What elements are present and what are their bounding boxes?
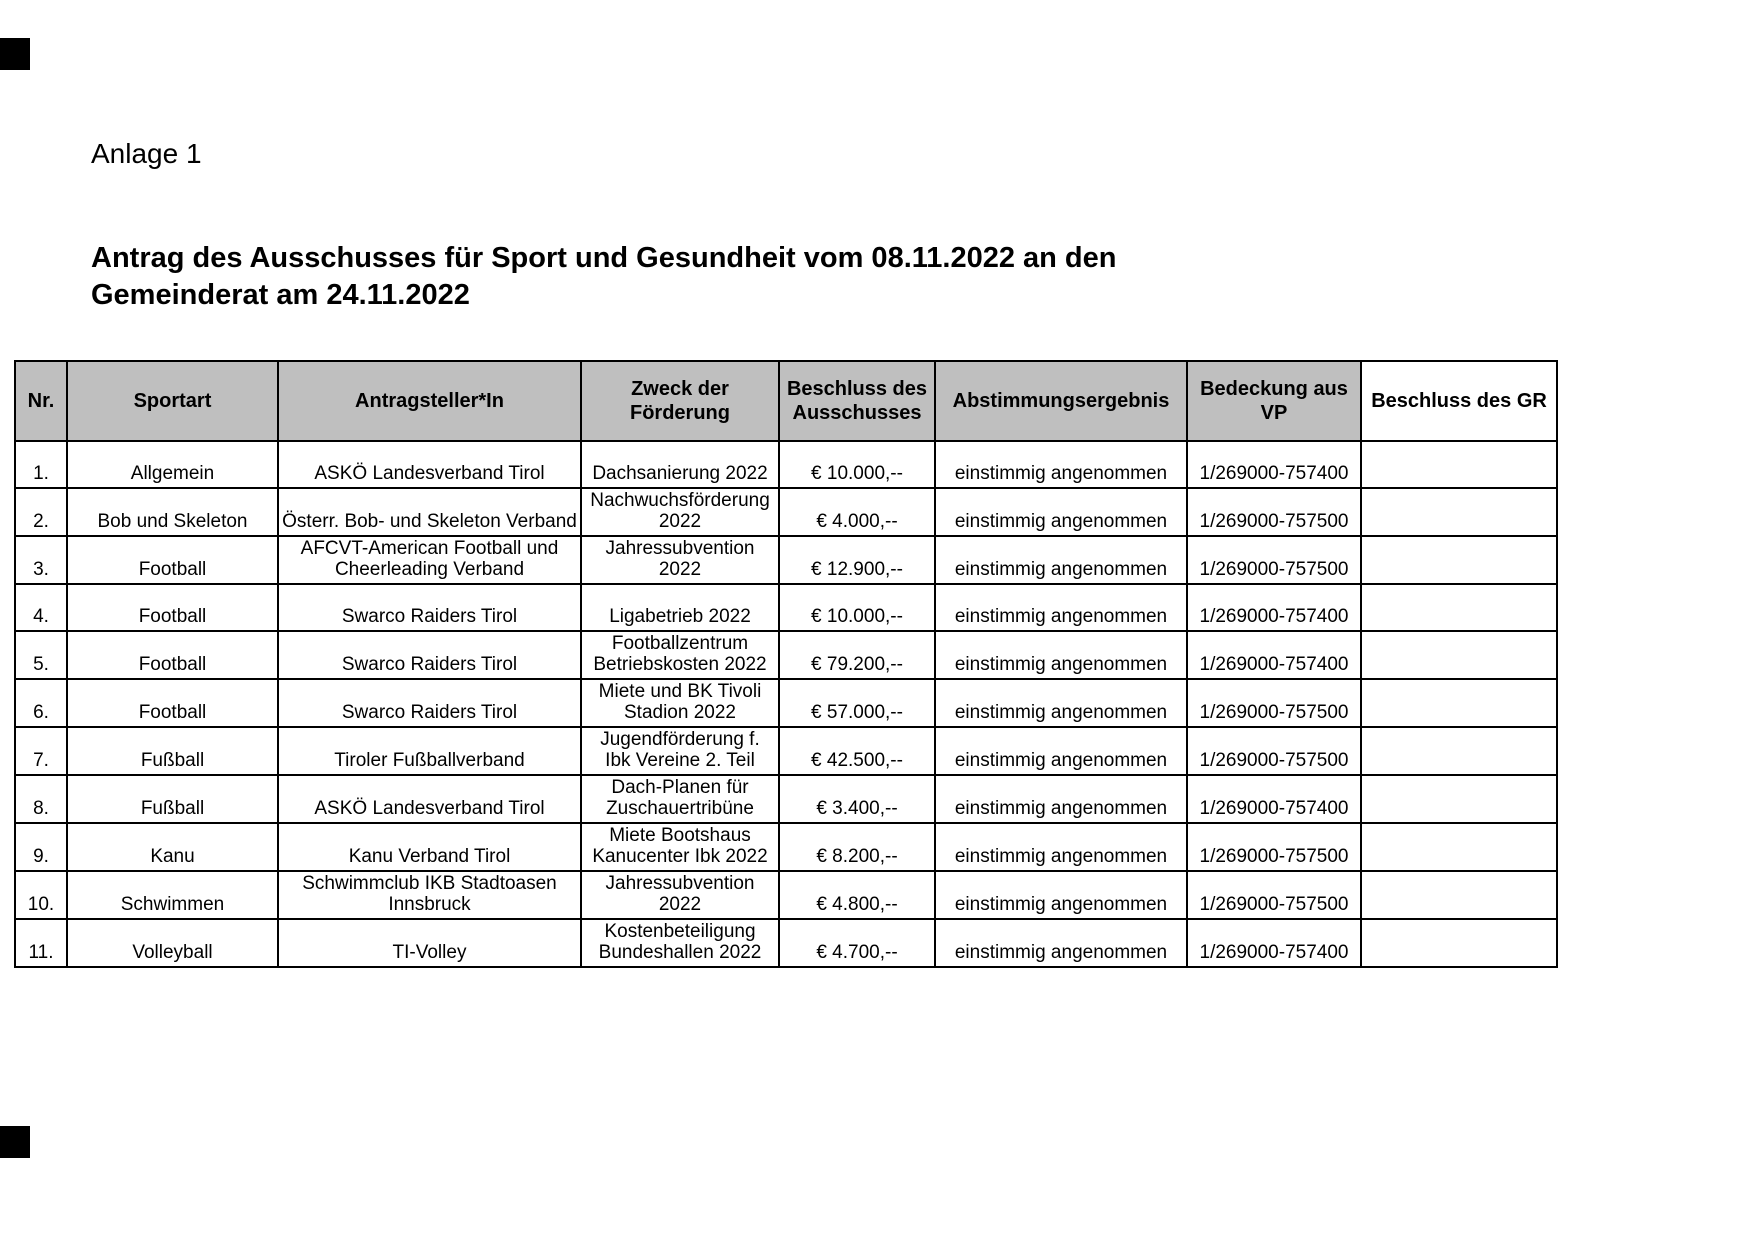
table-row xyxy=(15,441,1557,488)
cell-sportart: Allgemein xyxy=(67,441,278,488)
cell-abstimmung: einstimmig angenommen xyxy=(935,727,1187,775)
table-row xyxy=(15,727,1557,775)
cell-zweck: Jugendförderung f. Ibk Vereine 2. Teil xyxy=(581,727,779,775)
cell-beschluss-gr xyxy=(1361,584,1557,631)
cell-antragsteller: Swarco Raiders Tirol xyxy=(278,631,581,679)
cell-abstimmung: einstimmig angenommen xyxy=(935,631,1187,679)
table-header xyxy=(15,361,1557,441)
cell-zweck: Miete Bootshaus Kanucenter Ibk 2022 xyxy=(581,823,779,871)
header-beschluss: Beschluss des Ausschusses xyxy=(779,361,935,441)
cell-nr: 2. xyxy=(15,488,67,536)
cell-nr: 9. xyxy=(15,823,67,871)
cell-beschluss-gr xyxy=(1361,871,1557,919)
cell-nr: 5. xyxy=(15,631,67,679)
cell-beschluss: € 57.000,-- xyxy=(779,679,935,727)
cell-abstimmung: einstimmig angenommen xyxy=(935,584,1187,631)
cell-antragsteller: Tiroler Fußballverband xyxy=(278,727,581,775)
cell-antragsteller: TI-Volley xyxy=(278,919,581,967)
cell-zweck: Jahressubvention 2022 xyxy=(581,871,779,919)
cell-antragsteller: Schwimmclub IKB Stadtoasen Innsbruck xyxy=(278,871,581,919)
cell-beschluss: € 4.000,-- xyxy=(779,488,935,536)
table-row xyxy=(15,584,1557,631)
cell-nr: 6. xyxy=(15,679,67,727)
cell-antragsteller: Kanu Verband Tirol xyxy=(278,823,581,871)
annex-label: Anlage 1 xyxy=(91,138,202,169)
header-antragsteller: Antragsteller*In xyxy=(278,361,581,441)
cell-bedeckung: 1/269000-757500 xyxy=(1187,488,1361,536)
cell-beschluss-gr xyxy=(1361,919,1557,967)
cell-bedeckung: 1/269000-757400 xyxy=(1187,919,1361,967)
cell-antragsteller: Swarco Raiders Tirol xyxy=(278,679,581,727)
cell-zweck: Jahressubvention 2022 xyxy=(581,536,779,584)
cell-beschluss: € 10.000,-- xyxy=(779,584,935,631)
table-row xyxy=(15,679,1557,727)
header-zweck: Zweck der Förderung xyxy=(581,361,779,441)
table-row xyxy=(15,775,1557,823)
cell-abstimmung: einstimmig angenommen xyxy=(935,775,1187,823)
cell-sportart: Football xyxy=(67,584,278,631)
cell-beschluss: € 10.000,-- xyxy=(779,441,935,488)
cell-beschluss: € 3.400,-- xyxy=(779,775,935,823)
cell-bedeckung: 1/269000-757500 xyxy=(1187,871,1361,919)
grant-table xyxy=(14,360,1558,968)
table-row xyxy=(15,536,1557,584)
cell-sportart: Volleyball xyxy=(67,919,278,967)
cell-abstimmung: einstimmig angenommen xyxy=(935,536,1187,584)
cell-beschluss: € 8.200,-- xyxy=(779,823,935,871)
cell-bedeckung: 1/269000-757500 xyxy=(1187,823,1361,871)
cell-abstimmung: einstimmig angenommen xyxy=(935,488,1187,536)
scan-artifact-bottom xyxy=(0,1126,30,1158)
cell-nr: 10. xyxy=(15,871,67,919)
cell-bedeckung: 1/269000-757500 xyxy=(1187,727,1361,775)
cell-bedeckung: 1/269000-757400 xyxy=(1187,775,1361,823)
cell-sportart: Kanu xyxy=(67,823,278,871)
table-row xyxy=(15,871,1557,919)
page-title xyxy=(91,240,1117,314)
cell-beschluss: € 12.900,-- xyxy=(779,536,935,584)
header-bedeckung: Bedeckung aus VP xyxy=(1187,361,1361,441)
cell-beschluss-gr xyxy=(1361,631,1557,679)
cell-antragsteller: ASKÖ Landesverband Tirol xyxy=(278,775,581,823)
page-title-line1: Antrag des Ausschusses für Sport und Gesundheit vom 08.11.2022 an den xyxy=(91,242,1117,274)
cell-zweck: Dachsanierung 2022 xyxy=(581,441,779,488)
cell-antragsteller: ASKÖ Landesverband Tirol xyxy=(278,441,581,488)
cell-nr: 11. xyxy=(15,919,67,967)
cell-abstimmung: einstimmig angenommen xyxy=(935,441,1187,488)
table-header-row xyxy=(15,361,1557,441)
cell-abstimmung: einstimmig angenommen xyxy=(935,871,1187,919)
cell-abstimmung: einstimmig angenommen xyxy=(935,679,1187,727)
cell-zweck: Nachwuchsförderung 2022 xyxy=(581,488,779,536)
scan-artifact-top xyxy=(0,38,30,70)
cell-zweck: Kostenbeteiligung Bundeshallen 2022 xyxy=(581,919,779,967)
cell-beschluss: € 4.700,-- xyxy=(779,919,935,967)
table-row xyxy=(15,823,1557,871)
cell-bedeckung: 1/269000-757400 xyxy=(1187,441,1361,488)
cell-zweck: Ligabetrieb 2022 xyxy=(581,584,779,631)
cell-bedeckung: 1/269000-757500 xyxy=(1187,536,1361,584)
cell-zweck: Miete und BK Tivoli Stadion 2022 xyxy=(581,679,779,727)
header-abstimmung: Abstimmungsergebnis xyxy=(935,361,1187,441)
table-row xyxy=(15,631,1557,679)
cell-sportart: Football xyxy=(67,536,278,584)
cell-antragsteller: AFCVT-American Football und Cheerleading Verband xyxy=(278,536,581,584)
cell-nr: 1. xyxy=(15,441,67,488)
cell-beschluss-gr xyxy=(1361,488,1557,536)
cell-antragsteller: Österr. Bob- und Skeleton Verband xyxy=(278,488,581,536)
cell-beschluss-gr xyxy=(1361,536,1557,584)
cell-beschluss: € 42.500,-- xyxy=(779,727,935,775)
table-row xyxy=(15,919,1557,967)
cell-beschluss-gr xyxy=(1361,727,1557,775)
header-beschluss-gr: Beschluss des GR xyxy=(1361,361,1557,441)
cell-beschluss-gr xyxy=(1361,679,1557,727)
cell-bedeckung: 1/269000-757400 xyxy=(1187,584,1361,631)
cell-nr: 3. xyxy=(15,536,67,584)
header-nr: Nr. xyxy=(15,361,67,441)
cell-sportart: Football xyxy=(67,679,278,727)
table-body xyxy=(15,441,1557,967)
cell-zweck: Footballzentrum Betriebskosten 2022 xyxy=(581,631,779,679)
header-sportart: Sportart xyxy=(67,361,278,441)
cell-antragsteller: Swarco Raiders Tirol xyxy=(278,584,581,631)
cell-sportart: Schwimmen xyxy=(67,871,278,919)
cell-beschluss: € 79.200,-- xyxy=(779,631,935,679)
cell-sportart: Fußball xyxy=(67,775,278,823)
cell-zweck: Dach-Planen für Zuschauertribüne xyxy=(581,775,779,823)
cell-sportart: Fußball xyxy=(67,727,278,775)
cell-bedeckung: 1/269000-757500 xyxy=(1187,679,1361,727)
cell-beschluss-gr xyxy=(1361,775,1557,823)
cell-nr: 4. xyxy=(15,584,67,631)
cell-beschluss: € 4.800,-- xyxy=(779,871,935,919)
table-row xyxy=(15,488,1557,536)
cell-abstimmung: einstimmig angenommen xyxy=(935,823,1187,871)
page-title-line2: Gemeinderat am 24.11.2022 xyxy=(91,279,470,311)
cell-abstimmung: einstimmig angenommen xyxy=(935,919,1187,967)
cell-bedeckung: 1/269000-757400 xyxy=(1187,631,1361,679)
cell-sportart: Football xyxy=(67,631,278,679)
cell-nr: 7. xyxy=(15,727,67,775)
cell-sportart: Bob und Skeleton xyxy=(67,488,278,536)
cell-nr: 8. xyxy=(15,775,67,823)
cell-beschluss-gr xyxy=(1361,823,1557,871)
cell-beschluss-gr xyxy=(1361,441,1557,488)
